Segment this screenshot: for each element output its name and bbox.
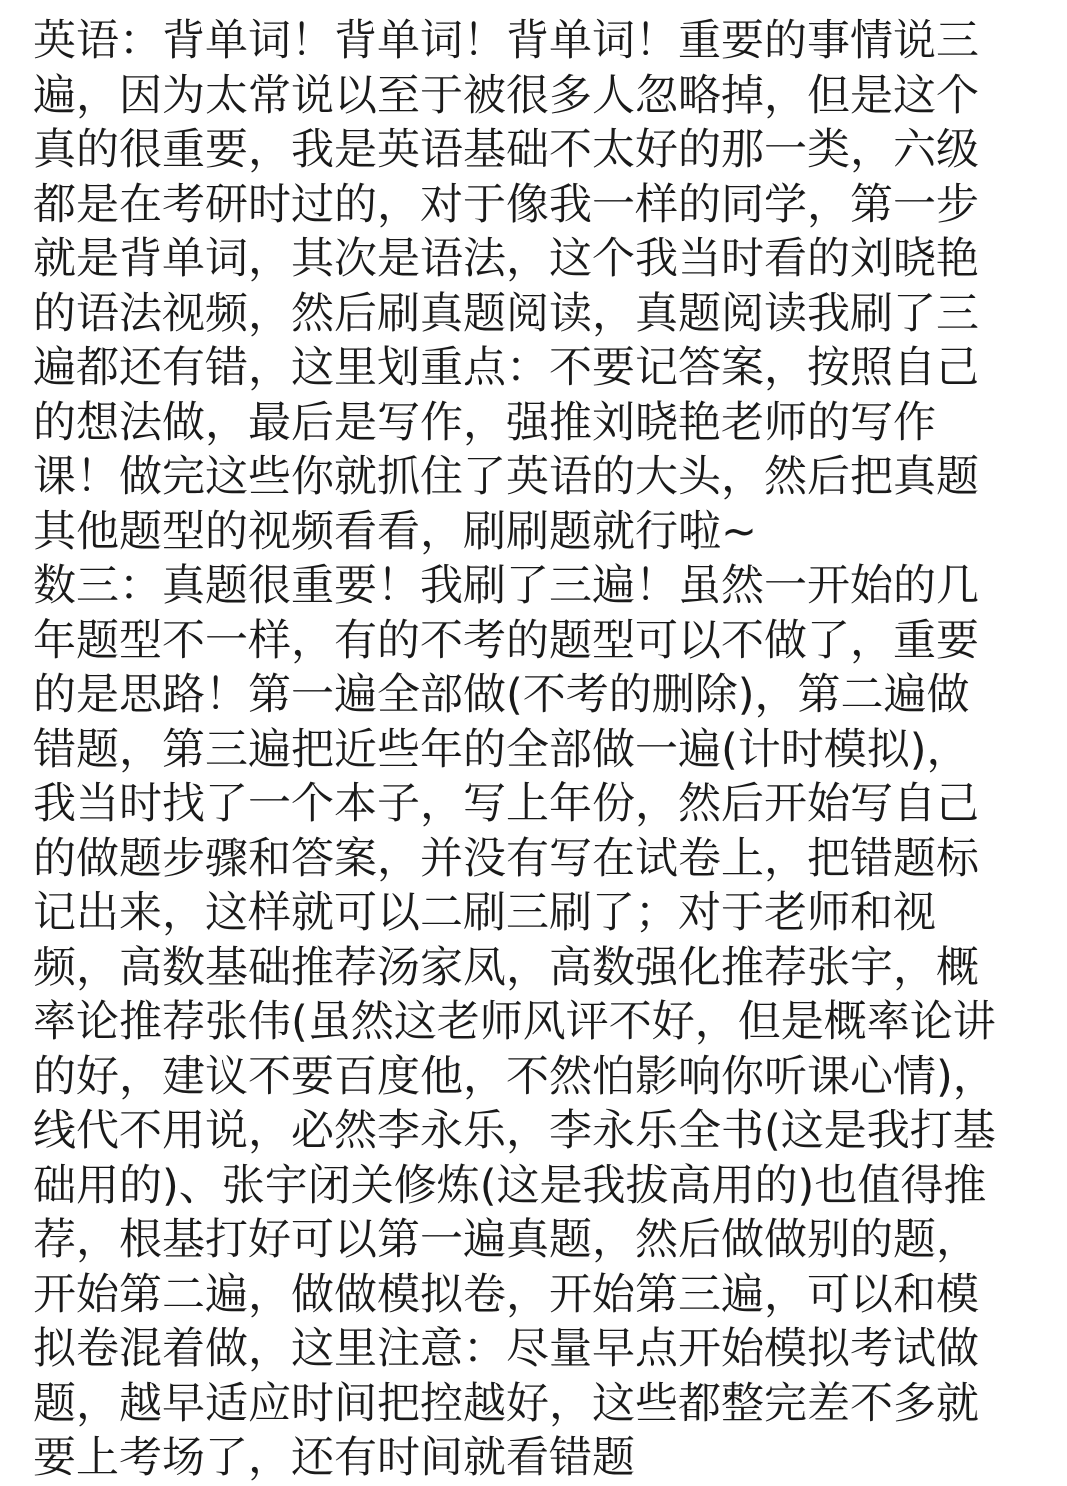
text-line: 其他题型的视频看看，刷刷题就行啦~ <box>33 506 758 557</box>
text-line: 荐，根基打好可以第一遍真题，然后做做别的题， <box>33 1215 979 1265</box>
text-line: 的想法做，最后是写作，强推刘晓艳老师的写作 <box>33 397 936 448</box>
text-line: 数三：真题很重要！我刷了三遍！虽然一开始的几 <box>33 561 979 611</box>
text-line: 课！做完这些你就抓住了英语的大头，然后把真题 <box>33 452 979 502</box>
text-line: 的做题步骤和答案，并没有写在试卷上，把错题标 <box>33 833 979 884</box>
text-line: 我当时找了一个本子，写上年份，然后开始写自己 <box>33 779 979 829</box>
text-line: 真的很重要，我是英语基础不太好的那一类，六级 <box>33 125 979 175</box>
text-line: 题，越早适应时间把控越好，这些都整完差不多就 <box>33 1378 979 1429</box>
text-line: 础用的)、张宇闭关修炼(这是我拔高用的)也值得推 <box>33 1160 987 1211</box>
text-line: 的是思路！第一遍全部做(不考的删除)，第二遍做 <box>33 670 970 720</box>
text-line: 的好，建议不要百度他，不然怕影响你听课心情)， <box>33 1051 996 1102</box>
text-line: 英语：背单词！背单词！背单词！重要的事情说三 <box>33 16 979 66</box>
text-line: 线代不用说，必然李永乐，李永乐全书(这是我打基 <box>33 1106 996 1156</box>
text-line: 错题，第三遍把近些年的全部做一遍(计时模拟)， <box>33 724 970 775</box>
text-line: 率论推荐张伟(虽然这老师风评不好，但是概率论讲 <box>33 997 996 1047</box>
text-line: 都是在考研时过的，对于像我一样的同学，第一步 <box>33 179 979 230</box>
text-line: 拟卷混着做，这里注意：尽量早点开始模拟考试做 <box>33 1324 979 1374</box>
text-line: 就是背单词，其次是语法，这个我当时看的刘晓艳 <box>33 234 979 284</box>
text-line: 要上考场了，还有时间就看错题 <box>33 1433 635 1483</box>
text-line: 遍，因为太常说以至于被很多人忽略掉，但是这个 <box>33 70 979 121</box>
text-line: 的语法视频，然后刷真题阅读，真题阅读我刷了三 <box>33 288 979 339</box>
text-line: 记出来，这样就可以二刷三刷了；对于老师和视 <box>33 888 936 938</box>
text-line: 开始第二遍，做做模拟卷，开始第三遍，可以和模 <box>33 1269 979 1320</box>
text-line: 年题型不一样，有的不考的题型可以不做了，重要 <box>33 615 979 666</box>
text-line: 频，高数基础推荐汤家凤，高数强化推荐张宇，概 <box>33 942 979 993</box>
text-line: 遍都还有错，这里划重点：不要记答案，按照自己 <box>33 343 979 393</box>
text-body <box>33 14 1053 1486</box>
